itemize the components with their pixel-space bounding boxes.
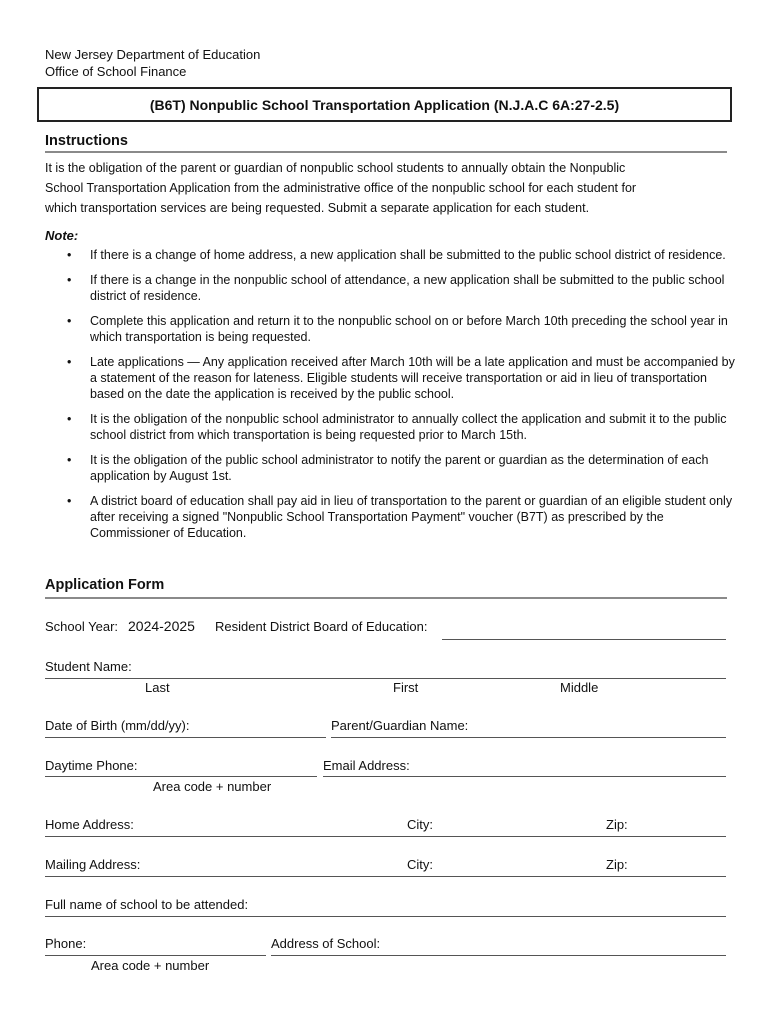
home-address-field[interactable]: [45, 836, 726, 837]
list-item: • Complete this application and return it to the nonpublic school on or before March 10th preceding the school year in which transportation is being requested.: [67, 314, 728, 344]
form-title: (B6T) Nonpublic School Transportation Application (N.J.A.C 6A:27-2.5): [149, 96, 620, 113]
home-zip-label: Zip:: [606, 817, 628, 832]
instructions-paragraph-line: which transportation services are being requested. Submit a separate application for each student.: [45, 201, 590, 215]
guardian-name-label: Parent/Guardian Name:: [331, 718, 469, 733]
instructions-heading: Instructions: [45, 133, 128, 149]
list-item: • A district board of education shall pay aid in lieu of transportation to the parent or guardian of an eligible student only after receiving a signed "Nonpublic School Transportation Payment" voucher (B7T) as prescribed by the Commissioner of Education.: [67, 494, 733, 540]
application-form-divider: [45, 597, 727, 599]
resident-district-field[interactable]: [442, 639, 726, 640]
bullet-icon: •: [67, 355, 72, 369]
school-phone-label: Phone:: [45, 936, 87, 951]
bullet-icon: •: [67, 453, 72, 467]
dob-field[interactable]: [45, 737, 326, 738]
mailing-zip-label: Zip:: [606, 857, 628, 872]
bullet-icon: •: [67, 494, 72, 508]
notes-list: [45, 247, 735, 550]
instructions-paragraph-line: It is the obligation of the parent or guardian of nonpublic school students to annually obtain the Nonpublic: [45, 161, 626, 175]
school-name-label: Full name of school to be attended:: [45, 897, 249, 912]
school-address-field[interactable]: [271, 955, 726, 956]
name-first-caption: First: [393, 680, 419, 695]
bullet-icon: •: [67, 248, 72, 262]
instructions-paragraph-line: School Transportation Application from the administrative office of the nonpublic school for each student for: [45, 181, 637, 195]
daytime-phone-field[interactable]: [45, 776, 317, 777]
list-item: • If there is a change in the nonpublic school of attendance, a new application shall be submitted to the public school district of residence.: [67, 273, 725, 303]
school-phone-hint: Area code + number: [91, 958, 210, 973]
school-address-label: Address of School:: [271, 936, 381, 951]
resident-district-label: Resident District Board of Education:: [215, 619, 428, 634]
bullet-icon: •: [67, 314, 72, 328]
department-name: New Jersey Department of Education: [45, 47, 261, 62]
student-name-field[interactable]: [45, 678, 726, 679]
instructions-paragraph: [45, 158, 725, 218]
list-item: • Late applications — Any application received after March 10th will be a late application and must be accompanied by a statement of the reason for lateness. Eligible students will receive transportation or aid in lieu of transportation based on the date the application is received by the public school.: [67, 355, 735, 401]
mailing-address-label: Mailing Address:: [45, 857, 141, 872]
name-last-caption: Last: [145, 680, 170, 695]
dob-label: Date of Birth (mm/dd/yy):: [45, 718, 190, 733]
instructions-divider: [45, 151, 727, 153]
list-item: • It is the obligation of the public school administrator to notify the parent or guardian as the determination of each application by August 1st.: [67, 453, 709, 483]
school-year-label: School Year:: [45, 619, 119, 634]
list-item: • It is the obligation of the nonpublic school administrator to annually collect the application and submit it to the public school district from which transportation is being requested prior to March 15th.: [67, 412, 727, 442]
office-name: Office of School Finance: [45, 64, 187, 79]
student-name-label: Student Name:: [45, 659, 132, 674]
email-field[interactable]: [323, 776, 726, 777]
list-item: • If there is a change of home address, a new application shall be submitted to the public school district of residence.: [67, 248, 726, 262]
application-form-heading: Application Form: [45, 577, 165, 593]
school-name-field[interactable]: [45, 916, 726, 917]
mailing-address-field[interactable]: [45, 876, 726, 877]
name-middle-caption: Middle: [560, 680, 599, 695]
email-label: Email Address:: [323, 758, 410, 773]
form-title-box: [37, 87, 732, 122]
bullet-icon: •: [67, 412, 72, 426]
home-address-label: Home Address:: [45, 817, 134, 832]
note-label: Note:: [45, 228, 79, 243]
bullet-icon: •: [67, 273, 72, 287]
guardian-name-field[interactable]: [331, 737, 726, 738]
home-city-label: City:: [407, 817, 433, 832]
mailing-city-label: City:: [407, 857, 433, 872]
daytime-phone-label: Daytime Phone:: [45, 758, 138, 773]
school-year-value: 2024-2025: [128, 618, 195, 634]
daytime-phone-hint: Area code + number: [153, 779, 272, 794]
school-phone-field[interactable]: [45, 955, 266, 956]
